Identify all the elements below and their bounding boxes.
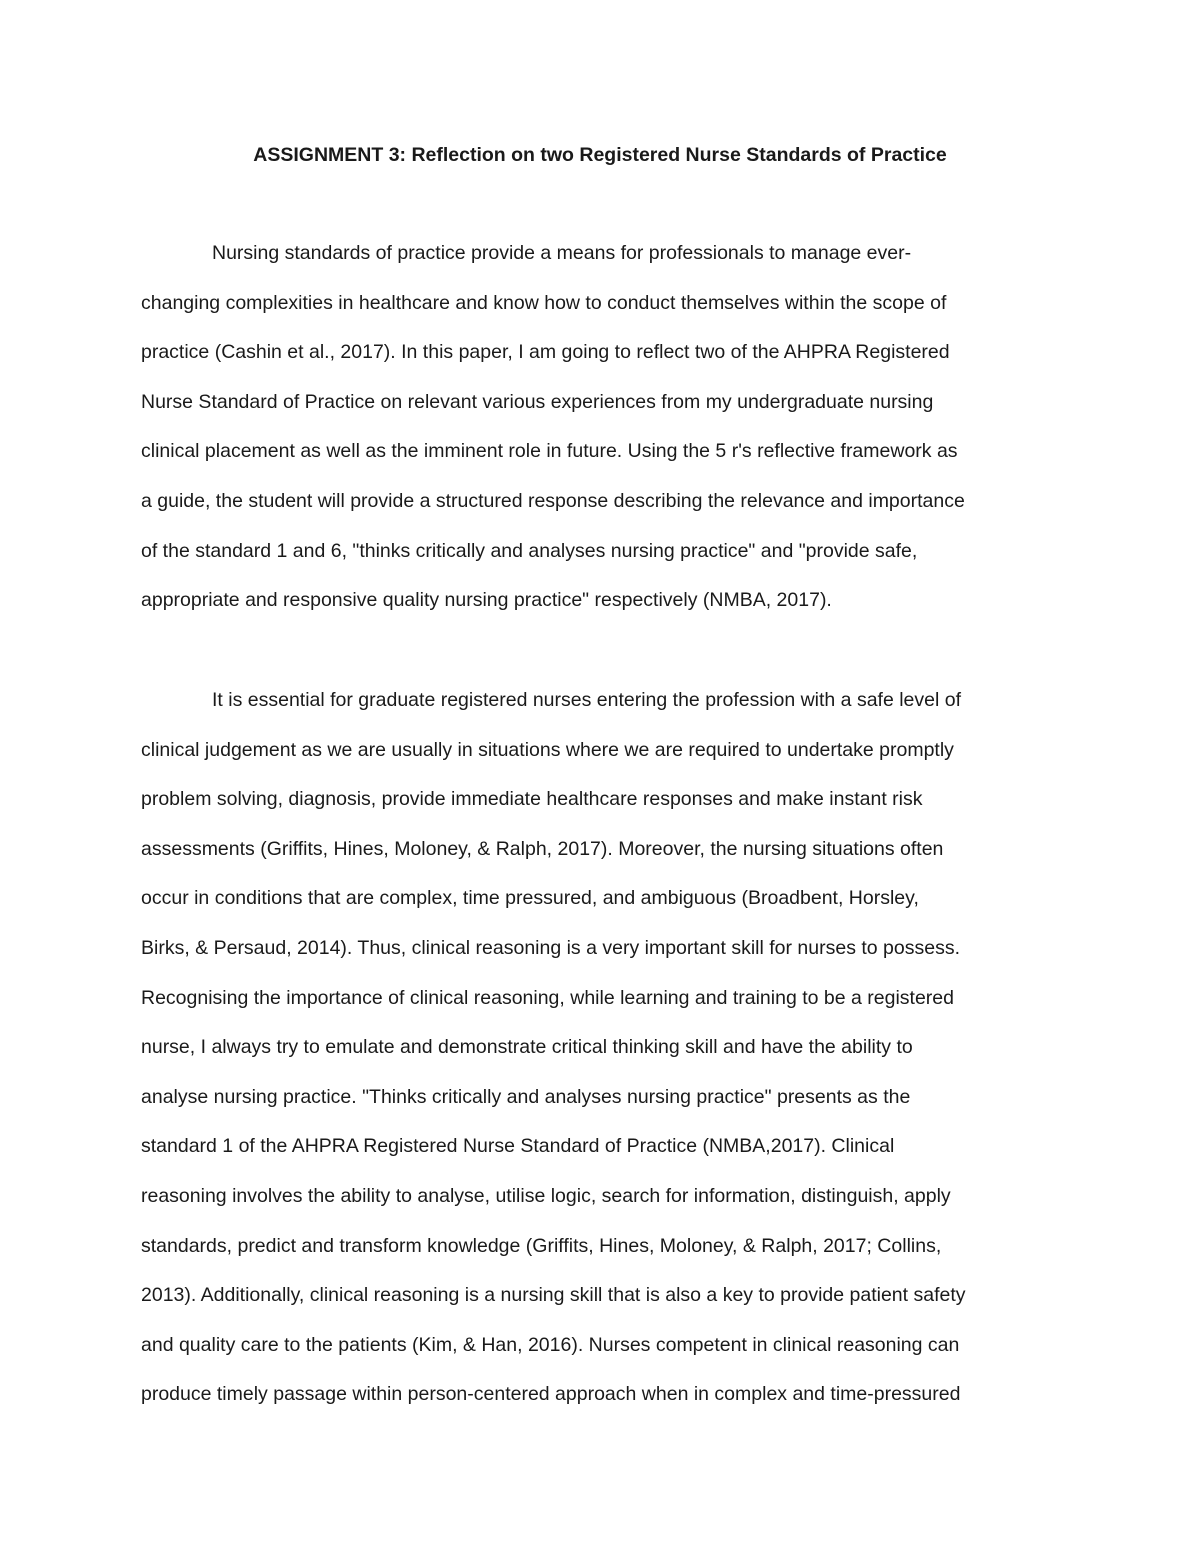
- text-line: of the standard 1 and 6, "thinks critically and analyses nursing practice" and "provide safe,: [141, 539, 918, 562]
- text-line: assessments (Griffits, Hines, Moloney, & Ralph, 2017). Moreover, the nursing situations often: [141, 837, 944, 860]
- text-line: Nurse Standard of Practice on relevant various experiences from my undergraduate nursing: [141, 390, 934, 413]
- text-line: Recognising the importance of clinical reasoning, while learning and training to be a registered: [141, 986, 954, 1009]
- text-line: 2013). Additionally, clinical reasoning is a nursing skill that is also a key to provide patient safety: [141, 1284, 966, 1307]
- text-line: Birks, & Persaud, 2014). Thus, clinical reasoning is a very important skill for nurses to possess.: [141, 936, 960, 959]
- text-line: appropriate and responsive quality nursing practice" respectively (NMBA, 2017).: [141, 589, 832, 612]
- text-line: produce timely passage within person-centered approach when in complex and time-pressured: [141, 1383, 961, 1406]
- text-line: problem solving, diagnosis, provide immediate healthcare responses and make instant risk: [141, 788, 923, 811]
- paragraph-standard-1: [141, 676, 1061, 1420]
- text-line: reasoning involves the ability to analyse, utilise logic, search for information, distinguish, apply: [141, 1184, 951, 1207]
- text-line: occur in conditions that are complex, time pressured, and ambiguous (Broadbent, Horsley,: [141, 887, 919, 910]
- text-line: Nursing standards of practice provide a means for professionals to manage ever-: [212, 242, 912, 264]
- text-line: analyse nursing practice. "Thinks critically and analyses nursing practice" presents as the: [141, 1085, 911, 1108]
- text-line: standards, predict and transform knowledge (Griffits, Hines, Moloney, & Ralph, 2017; Collins,: [141, 1234, 942, 1257]
- text-line: It is essential for graduate registered nurses entering the profession with a safe level of: [212, 689, 961, 711]
- text-line: clinical judgement as we are usually in situations where we are required to undertake promptly: [141, 738, 954, 761]
- text-line: changing complexities in healthcare and know how to conduct themselves within the scope of: [141, 291, 947, 314]
- paragraph-introduction: [141, 229, 1061, 626]
- text-line: and quality care to the patients (Kim, & Han, 2016). Nurses competent in clinical reasoning can: [141, 1333, 960, 1356]
- document-title: ASSIGNMENT 3: Reflection on two Registered Nurse Standards of Practice: [253, 144, 947, 166]
- text-line: nurse, I always try to emulate and demonstrate critical thinking skill and have the ability to: [141, 1036, 913, 1059]
- text-line: standard 1 of the AHPRA Registered Nurse Standard of Practice (NMBA,2017). Clinical: [141, 1135, 895, 1158]
- text-line: practice (Cashin et al., 2017). In this paper, I am going to reflect two of the AHPRA Registered: [141, 341, 950, 364]
- text-line: clinical placement as well as the imminent role in future. Using the 5 r's reflective framework as: [141, 440, 958, 463]
- text-line: a guide, the student will provide a structured response describing the relevance and importance: [141, 489, 965, 512]
